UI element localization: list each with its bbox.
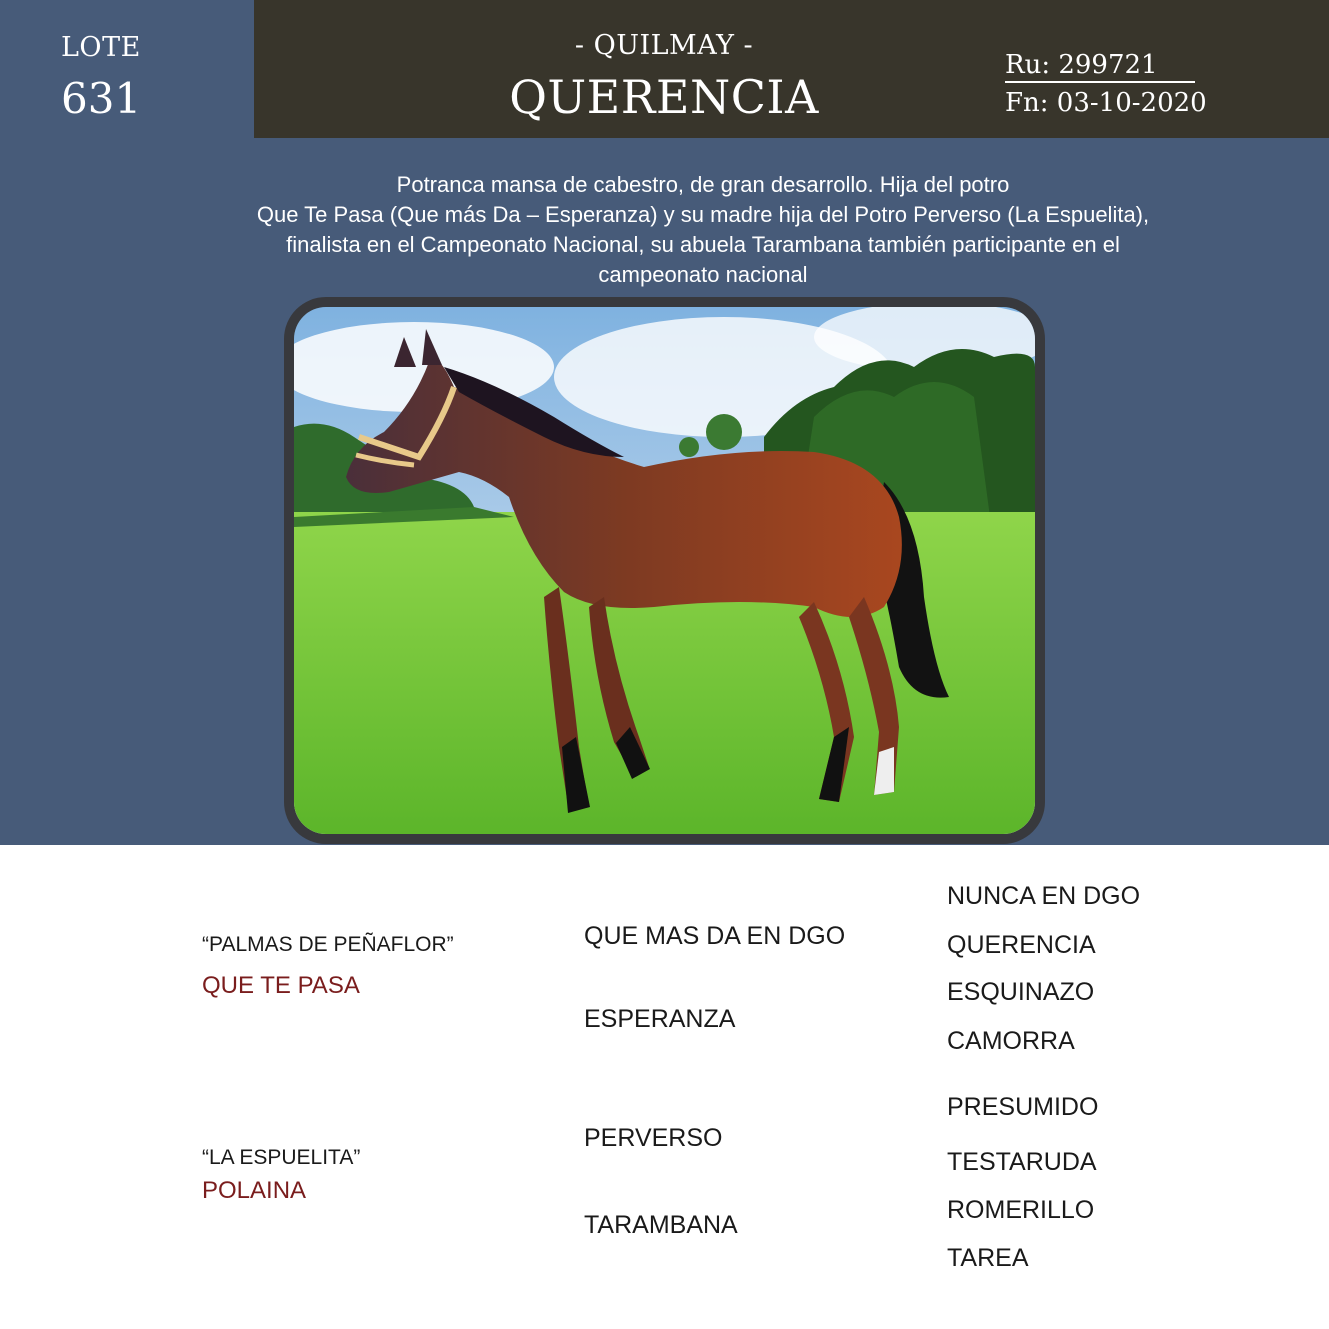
dam-dam-sire: ROMERILLO — [947, 1196, 1095, 1224]
sire-dam-sire: ESQUINAZO — [947, 978, 1095, 1006]
sire-dam: ESPERANZA — [584, 1005, 736, 1033]
registration-number: Ru: 299721 — [1005, 50, 1195, 83]
lot-box — [0, 0, 254, 138]
description-line: finalista en el Campeonato Nacional, su abuela Tarambana también participante en el — [286, 232, 1120, 257]
dam-dam-dam: TAREA — [947, 1244, 1029, 1272]
dam-name: POLAINA — [202, 1177, 307, 1204]
horse-photo — [294, 307, 1035, 834]
dam-sire-sire: PRESUMIDO — [947, 1093, 1099, 1121]
sire-name: QUE TE PASA — [202, 972, 360, 999]
dam-dam: TARAMBANA — [584, 1211, 738, 1239]
sire-dam-dam: CAMORRA — [947, 1027, 1075, 1055]
horse-illustration — [294, 307, 1035, 834]
description — [240, 170, 1166, 290]
sire-sire-dam: QUERENCIA — [947, 931, 1096, 959]
sire-sire: QUE MAS DA EN DGO — [584, 922, 846, 950]
photo-frame — [284, 297, 1045, 844]
horse-name: QUERENCIA — [509, 70, 819, 124]
sire-sire-sire: NUNCA EN DGO — [947, 882, 1141, 910]
header-bar — [254, 0, 1329, 138]
breeder-name: - QUILMAY - — [574, 30, 754, 61]
dam-sire-dam: TESTARUDA — [947, 1148, 1097, 1176]
sire-nickname: “PALMAS DE PEÑAFLOR” — [202, 933, 454, 956]
description-line: campeonato nacional — [598, 262, 808, 287]
dam-sire: PERVERSO — [584, 1124, 723, 1152]
lot-number: 631 — [61, 74, 142, 123]
lot-label: LOTE — [61, 32, 141, 63]
birth-date: Fn: 03-10-2020 — [1005, 88, 1207, 118]
description-line: Potranca mansa de cabestro, de gran desarrollo. Hija del potro — [396, 172, 1010, 197]
dam-nickname: “LA ESPUELITA” — [202, 1146, 361, 1169]
description-line: Que Te Pasa (Que más Da – Esperanza) y su madre hija del Potro Perverso (La Espuelita), — [256, 202, 1150, 227]
